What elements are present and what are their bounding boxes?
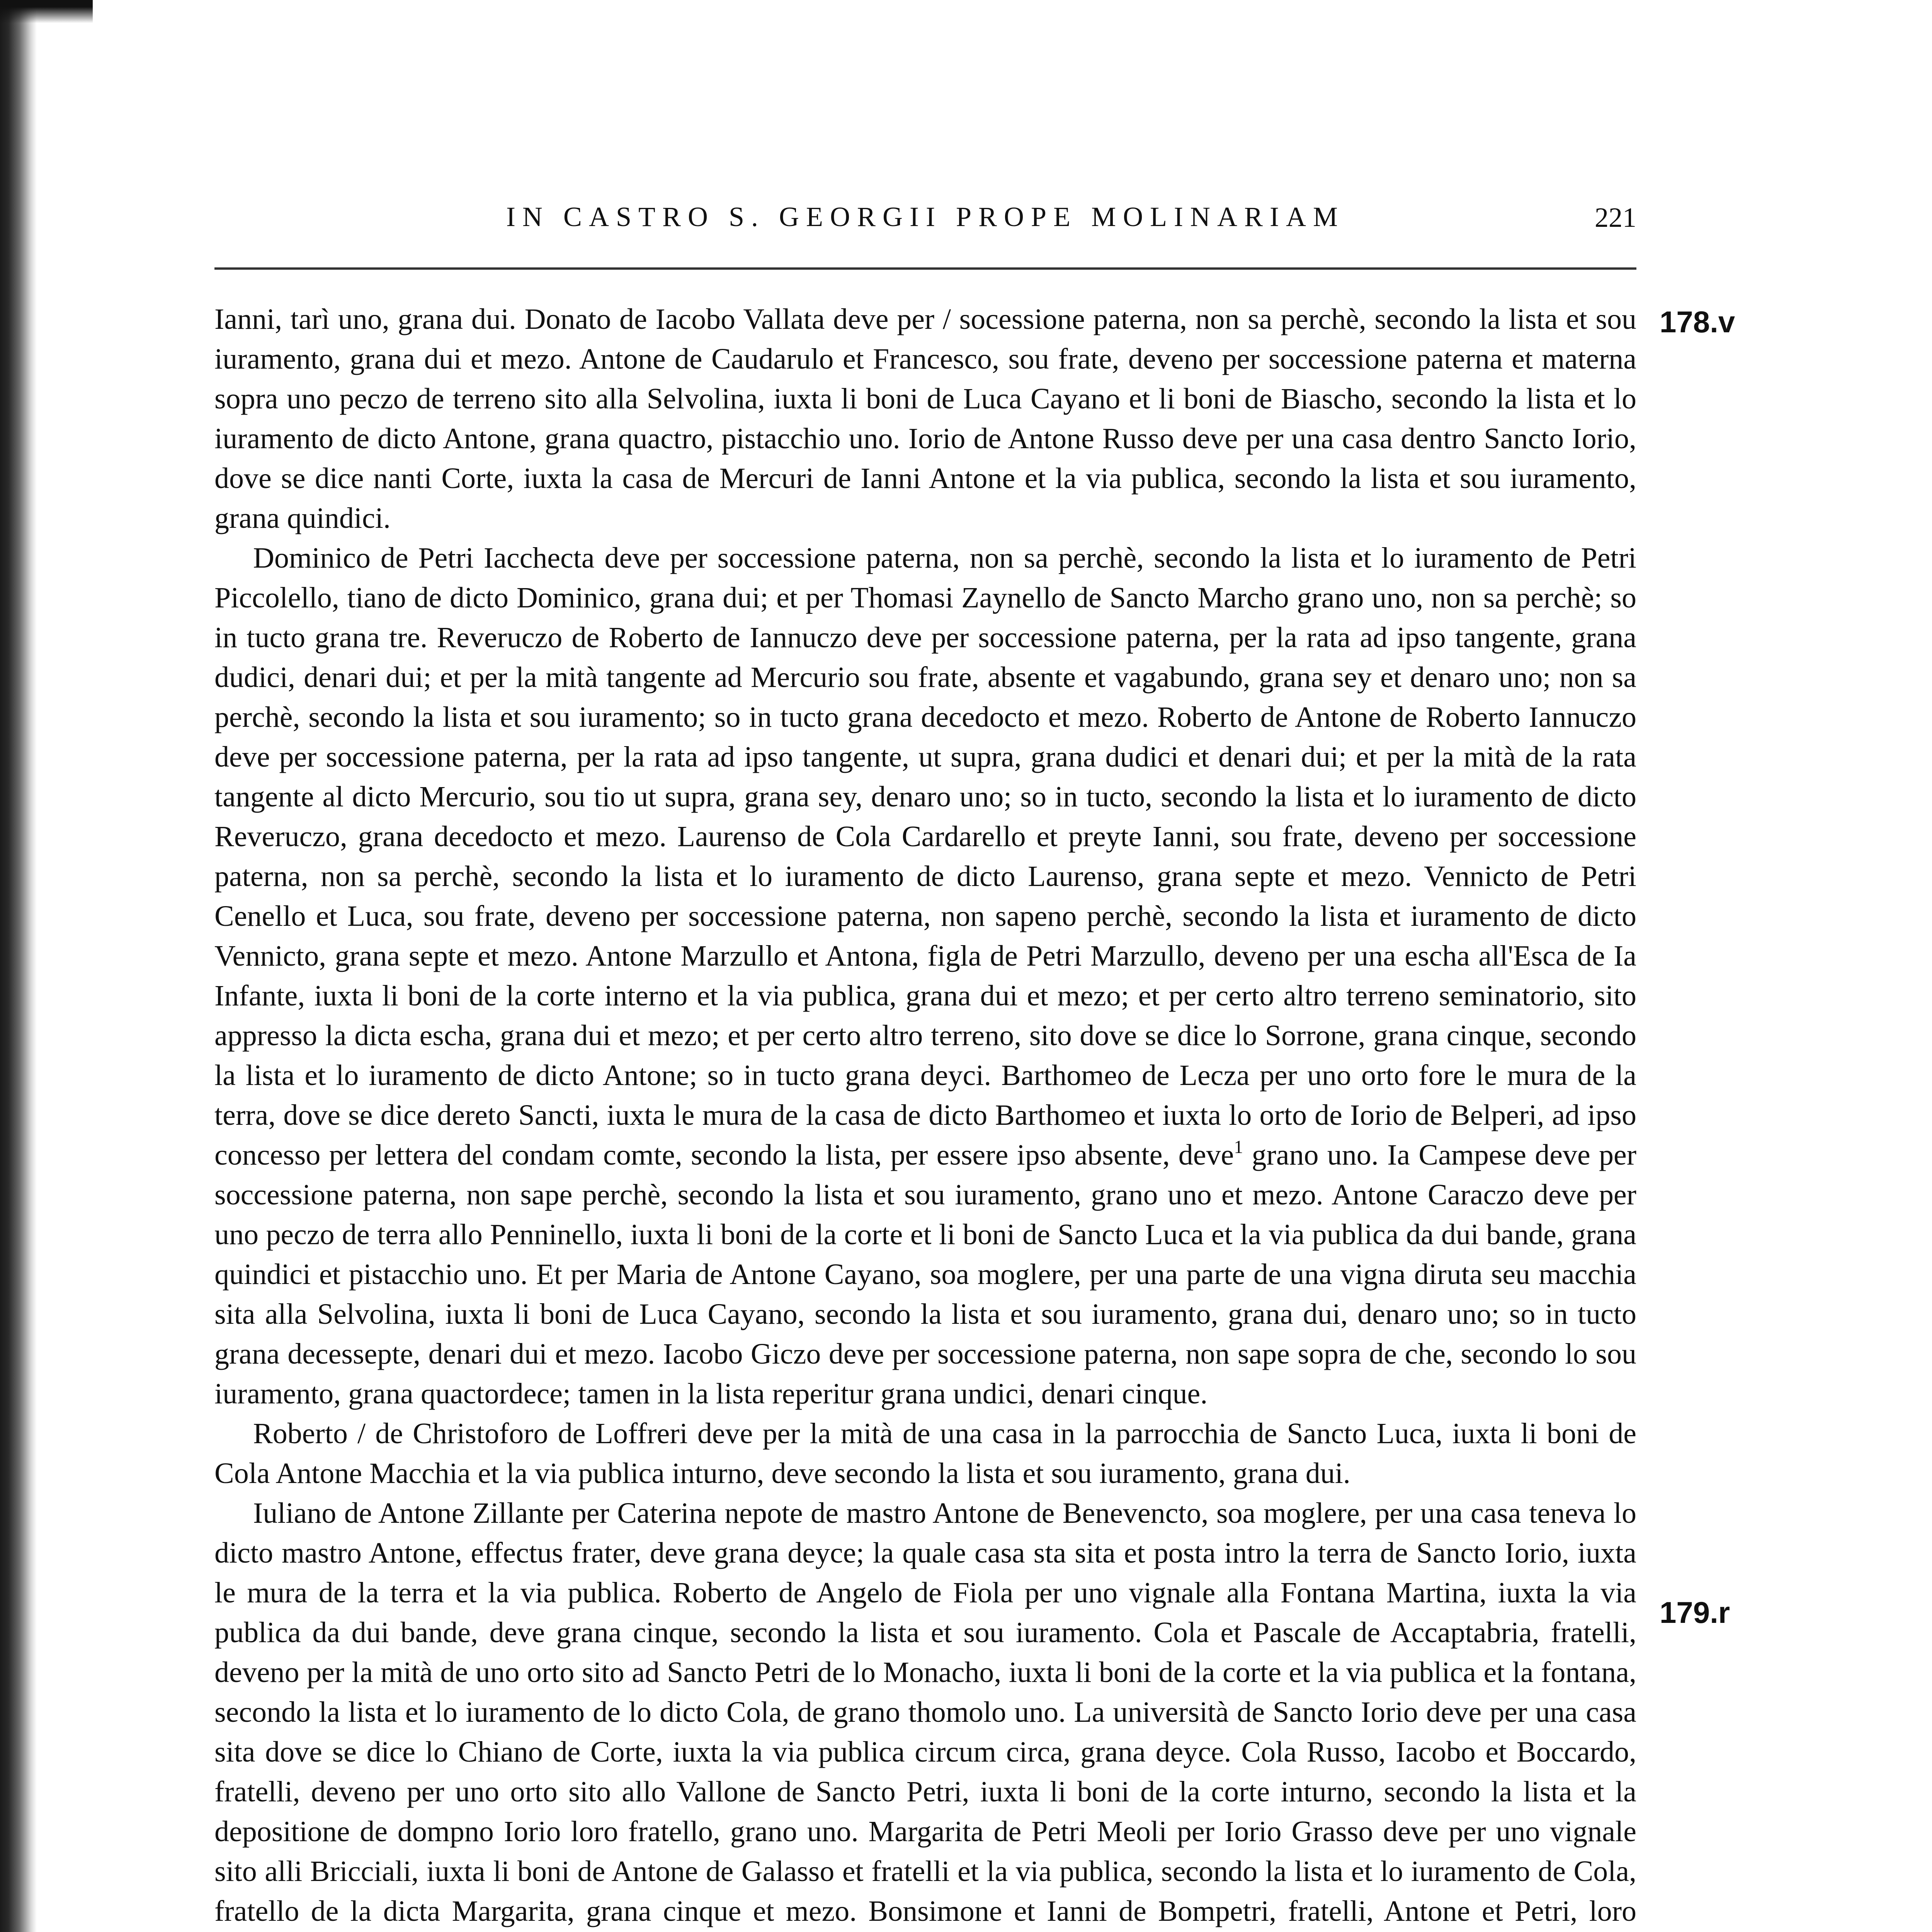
paragraph-text: Ianni, tarì uno, grana dui. Donato de Iacobo Vallata deve per / socessione paterna, non sa perchè, secondo la lista et sou iuramento, grana dui et mezo. Antone de Caudarulo et Francesco, sou frate, deveno per soccessione paterna et materna sopra uno peczo de terreno sito alla Selvolina, iuxta li boni de Luca Cayano et li boni de Biascho, secondo la lista et lo iuramento de dicto Antone, grana quactro, pistacchio uno. Iorio de Antone Russo deve per una casa dentro Sancto Iorio, dove se dice nanti Corte, iuxta la casa de Mercuri de Ianni Antone et la via publica, secondo la lista et sou iuramento, grana quindici.: [214, 303, 1636, 534]
paragraph: [214, 538, 1636, 1414]
margin-folio-note: 178.v: [1660, 305, 1735, 339]
footnote-marker: 1: [1234, 1137, 1243, 1157]
scan-binding-shadow: [0, 0, 37, 1932]
paragraph: [214, 1493, 1636, 1932]
scan-corner-shadow: [0, 0, 93, 27]
margin-folio-note: 179.r: [1660, 1595, 1730, 1629]
running-title: IN CASTRO S. GEORGII PROPE MOLINARIAM: [506, 201, 1345, 232]
page-number: 221: [1595, 202, 1636, 233]
paragraph-text: Dominico de Petri Iacchecta deve per soccessione paterna, non sa perchè, secondo la lista et lo iuramento de Petri Piccolello, tiano de dicto Dominico, grana dui; et per Thomasi Zaynello de Sancto Marcho grano uno, non sa perchè; so in tucto grana tre. Reveruczo de Roberto de Iannuczo deve per soccessione paterna, per la rata ad ipso tangente, grana dudici, denari dui; et per la mità tangente ad Mercurio sou frate, absente et vagabundo, grana sey et denaro uno; non sa perchè, secondo la lista et sou iuramento; so in tucto grana decedocto et mezo. Roberto de Antone de Roberto Iannuczo deve per soccessione paterna, per la rata ad ipso tangente, ut supra, grana dudici et denari dui; et per la mità de la rata tangente al dicto Mercurio, sou tio ut supra, grana sey, denaro uno; so in tucto, secondo la lista et lo iuramento de dicto Reveruczo, grana decedocto et mezo. Laurenso de Cola Cardarello et preyte Ianni, sou frate, deveno per soccessione paterna, non sa perchè, secondo la lista et lo iuramento de dicto Laurenso, grana septe et mezo. Vennicto de Petri Cenello et Luca, sou frate, deveno per soccessione paterna, non sapeno perchè, secondo la lista et iuramento de dicto Vennicto, grana septe et mezo. Antone Marzullo et Antona, figla de Petri Marzullo, deveno per una escha all'Esca de Ia Infante, iuxta li boni de la corte interno et la via publica, grana dui et mezo; et per certo altro terreno seminatorio, sito appresso la dicta escha, grana dui et mezo; et per certo altro terreno, sito dove se dice lo Sorrone, grana cinque, secondo la lista et lo iuramento de dicto Antone; so in tucto grana deyci. Barthomeo de Lecza per uno orto fore le mura de la terra, dove se dice dereto Sancti, iuxta le mura de la casa de dicto Barthomeo et iuxta lo orto de Iorio de Belperi, ad ipso concesso per lettera del condam comte, secondo la lista, per essere ipso absente, deve: [214, 542, 1636, 1171]
paragraph-text: Iuliano de Antone Zillante per Caterina nepote de mastro Antone de Benevencto, soa moglere, per una casa teneva lo dicto mastro Antone, effectus frater, deve grana deyce; la quale casa sta sita et posta intro la terra de Sancto Iorio, iuxta le mura de la terra et la via publica. Roberto de Angelo de Fiola per uno vignale alla Fontana Martina, iuxta la via publica da dui bande, deve grana cinque, secondo la lista et sou iuramento. Cola et Pascale de Accaptabria, fratelli, deveno per la mità de uno orto sito ad Sancto Petri de lo Monacho, iuxta li boni de la corte et la via publica et la fontana, secondo la lista et lo iuramento de lo dicto Cola, de grano thomolo uno. La università de Sancto Iorio deve per una casa sita dove se dice lo Chiano de Corte, iuxta la via publica circum circa, grana deyce. Cola Russo, Iacobo et Boccardo, fratelli, deveno per uno orto sito allo Vallone de Sancto Petri, iuxta li boni de la corte inturno, secondo la lista et la depositione de dompno Iorio loro fratello, grano uno. Margarita de Petri Meoli per Iorio Grasso deve per uno vignale sito alli Bricciali, iuxta li boni de Antone de Galasso et fratelli et la via publica, secondo la lista et lo iuramento de Cola, fratello de la dicta Margarita, grana cinque et mezo. Bonsimone et Ianni de Bompetri, fratelli, Antone et Petri, loro: [214, 1497, 1636, 1927]
main-text: [214, 299, 1636, 1932]
paragraph-text: grano uno. Ia Campese deve per soccessione paterna, non sape perchè, secondo la lista et sou iuramento, grano uno et mezo. Antone Caraczo deve per uno peczo de terra allo Penninello, iuxta li boni de la corte et li boni de Sancto Luca et la via publica da dui bande, grana quindici et pistacchio uno. Et per Maria de Antone Cayano, soa moglere, per una parte de una vigna diruta seu macchia sita alla Selvolina, iuxta li boni de Luca Cayano, secondo la lista et sou iuramento, grana dui, denaro uno; so in tucto grana decessepte, denari dui et mezo. Iacobo Giczo deve per soccessione paterna, non sape sopra de che, secondo lo sou iuramento, grana quactordece; tamen in la lista reperitur grana undici, denari cinque.: [214, 1139, 1637, 1410]
paragraph: [214, 299, 1636, 538]
page-header: [214, 201, 1636, 243]
paragraph-text: Roberto / de Christoforo de Loffreri deve per la mità de una casa in la parrocchia de Sancto Luca, iuxta li boni de Cola Antone Macchia et la via publica inturno, deve secondo la lista et sou iuramento, grana dui.: [214, 1417, 1636, 1490]
header-rule: [214, 267, 1636, 270]
paragraph: [214, 1414, 1636, 1493]
